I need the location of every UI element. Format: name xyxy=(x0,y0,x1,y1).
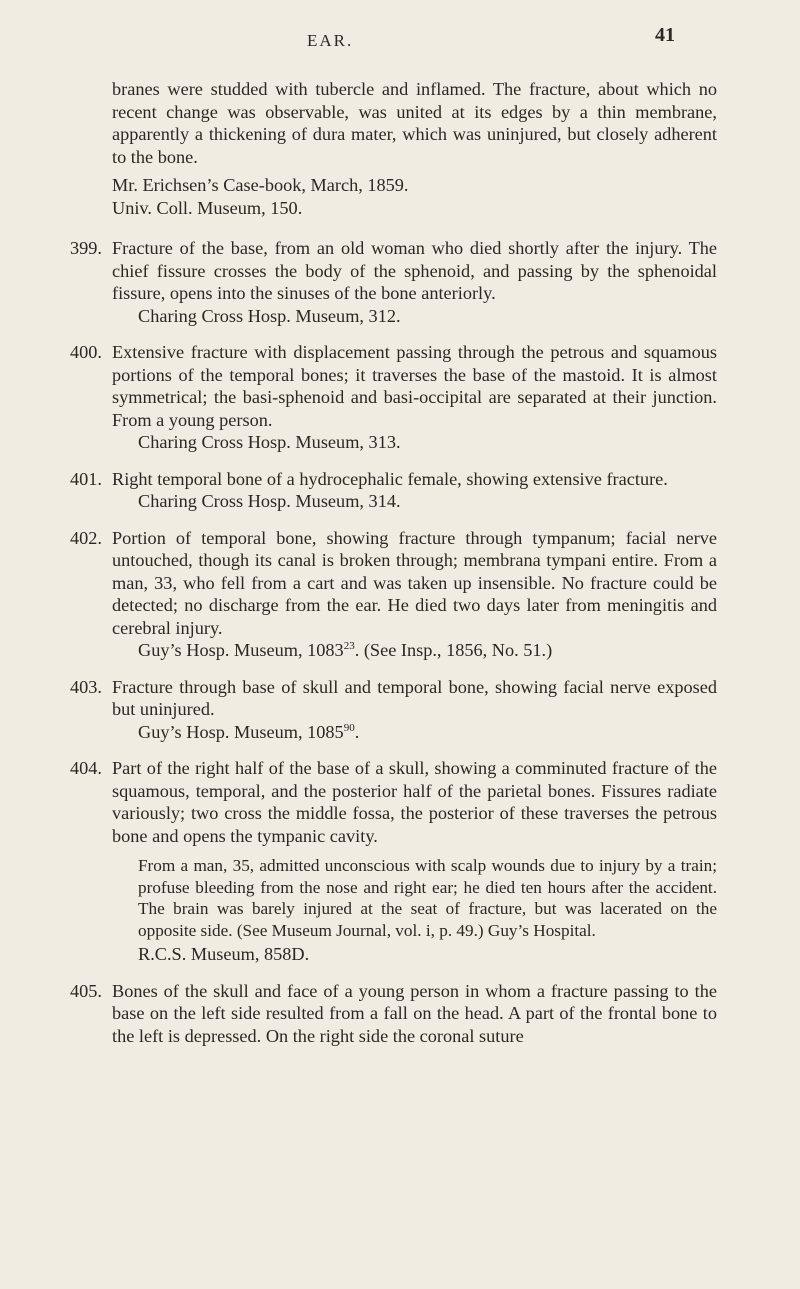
entry-description: Part of the right half of the base of a skull, showing a comminuted fracture of the squamous, temporal, and the posterior half of the parietal bones. Fissures radiate variously; two cross the middle fossa, the posterior of these traverses the petrous bone and opens the tympanic cavity. xyxy=(112,758,717,846)
catalogue-entry-401 xyxy=(70,468,717,513)
entry-number: 405. xyxy=(70,980,102,1001)
entry-reference: Charing Cross Hosp. Museum, 314. xyxy=(138,491,401,511)
entry-reference: Charing Cross Hosp. Museum, 312. xyxy=(138,305,401,326)
entry-case-note: From a man, 35, admitted unconscious with scalp wounds due to injury by a train; profuse bleeding from the nose and right ear; he died ten hours after the accident. The brain was barely injured at the seat of fracture, but was lacerated on the opposite side. (See Museum Journal, vol. i, p. 49.) Guy’s Hospital. xyxy=(138,856,717,940)
intro-reference-museum: Univ. Coll. Museum, 150. xyxy=(112,197,303,218)
reference-text: Guy’s Hosp. Museum, 1083 xyxy=(138,640,344,660)
intro-paragraph: branes were studded with tubercle and inflamed. The fracture, about which no recent change was observable, was united at its edges by a thin membrane, apparently a thickening of dura mater, which was uninjured, but closely adherent to the bone. xyxy=(112,79,717,167)
page-number: 41 xyxy=(655,24,675,46)
catalogue-entry-404 xyxy=(70,757,717,966)
reference-text: Guy’s Hosp. Museum, 1085 xyxy=(138,721,344,742)
catalogue-entry-403 xyxy=(70,676,717,744)
entry-number: 403. xyxy=(70,676,102,697)
entry-description: Bones of the skull and face of a young person in whom a fracture passing to the base on the left side resulted from a fall on the head. A part of the frontal bone to the left is depressed. On the right side the coronal suture xyxy=(112,980,717,1046)
reference-suffix: . (See Insp., 1856, No. 51.) xyxy=(354,640,553,660)
entry-description: Fracture of the base, from an old woman who died shortly after the injury. The chief fissure crosses the body of the sphenoid, and passing by the sphenoidal fissure, opens into the sinuses of the bone anteriorly. xyxy=(112,238,717,303)
catalogue-entry-399 xyxy=(70,237,717,327)
entry-description: Fracture through base of skull and temporal bone, showing facial nerve exposed but uninjured. xyxy=(112,676,717,719)
reference-superscript: 23 xyxy=(343,639,355,652)
entry-reference xyxy=(138,721,717,744)
entry-reference: R.C.S. Museum, 858D. xyxy=(138,944,310,964)
entry-reference xyxy=(138,639,717,662)
catalogue-entry-400 xyxy=(70,341,717,454)
reference-superscript: 90 xyxy=(343,721,355,734)
entry-number: 401. xyxy=(70,468,102,489)
entry-description: Right temporal bone of a hydrocephalic female, showing extensive fracture. xyxy=(112,468,668,489)
entry-number: 404. xyxy=(70,758,102,778)
catalogue-entry-405 xyxy=(70,980,717,1048)
intro-reference-casebook: Mr. Erichsen’s Case-book, March, 1859. xyxy=(112,175,409,195)
entry-number: 400. xyxy=(70,342,102,362)
entry-number: 399. xyxy=(70,238,102,258)
page-body xyxy=(70,78,717,1047)
reference-suffix: . xyxy=(354,721,360,742)
running-title: EAR. xyxy=(307,31,354,50)
running-header xyxy=(0,18,800,58)
entry-description: Extensive fracture with displacement passing through the petrous and squamous portions of the temporal bones; it traverses the base of the mastoid. It is almost symmetrical; the basi-sphenoid and basi-occipital are separated at their junction. From a young person. xyxy=(112,342,717,430)
entry-reference: Charing Cross Hosp. Museum, 313. xyxy=(138,432,401,452)
entry-number: 402. xyxy=(70,527,102,548)
entry-description: Portion of temporal bone, showing fracture through tympanum; facial nerve untouched, though its canal is broken through; membrana tympani entire. From a man, 33, who fell from a cart and was taken up insensible. No fracture could be detected; no discharge from the ear. He died two days later from meningitis and cerebral injury. xyxy=(112,527,717,638)
catalogue-entry-402 xyxy=(70,527,717,662)
